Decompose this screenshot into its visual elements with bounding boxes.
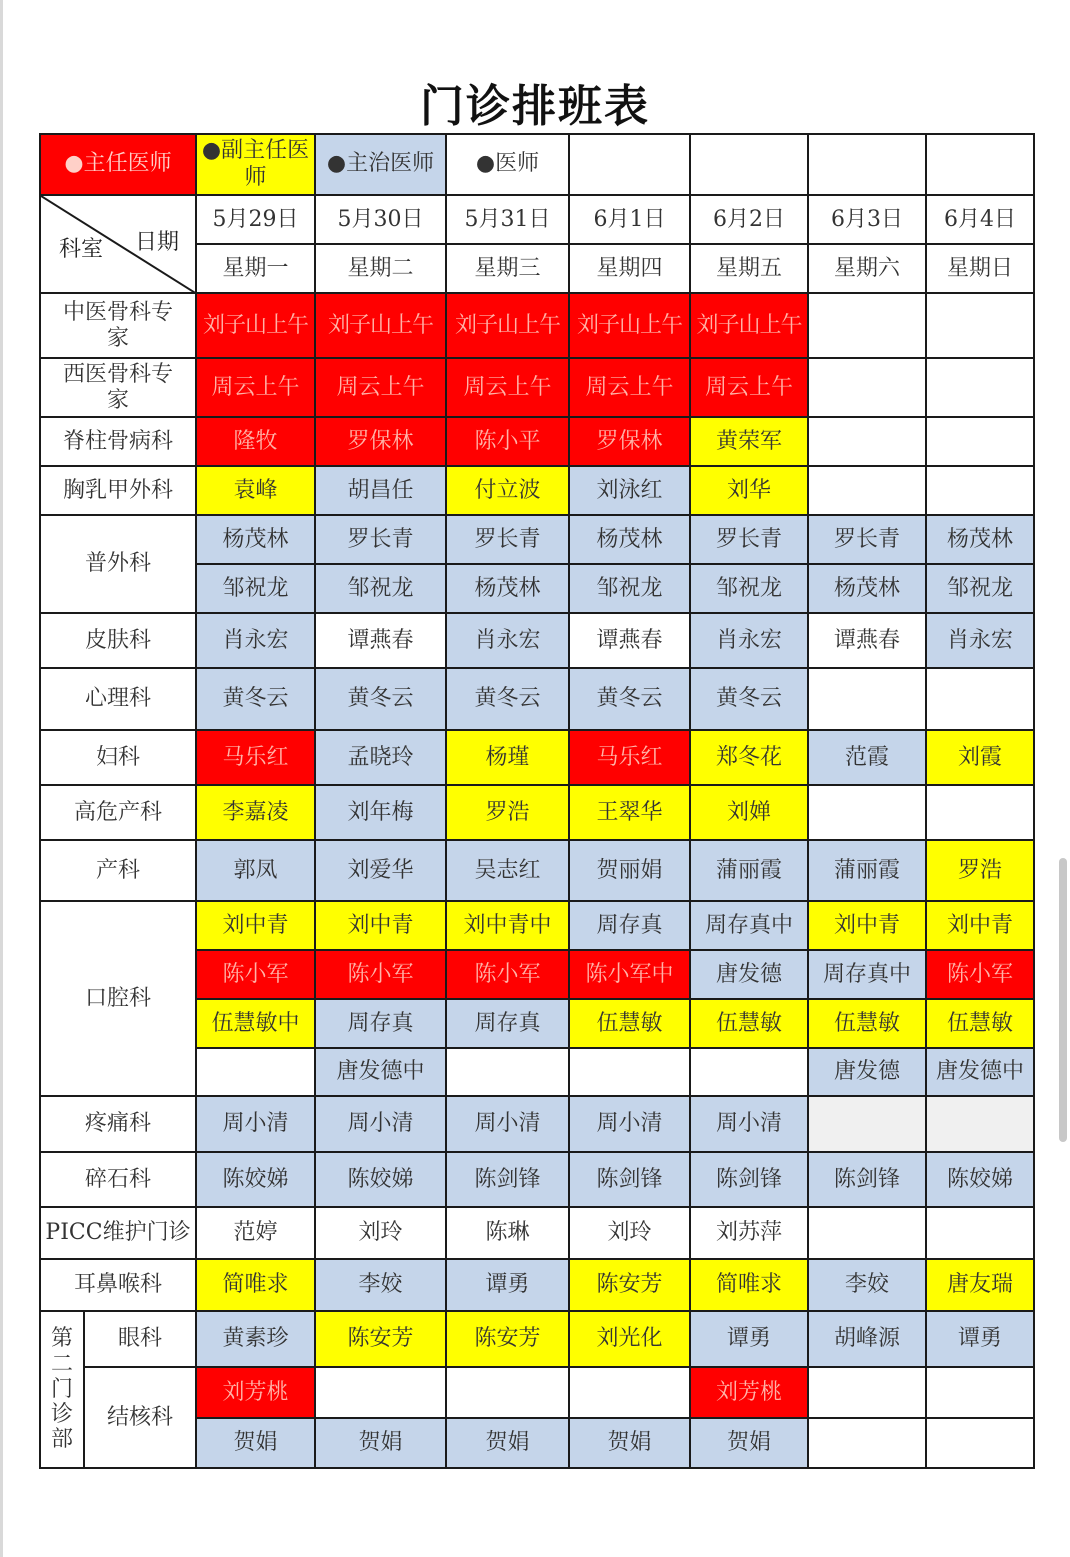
schedule-row	[40, 1311, 1034, 1367]
empty-cell	[446, 1048, 569, 1096]
schedule-row	[40, 730, 1034, 785]
empty-cell	[315, 1367, 446, 1418]
legend-row	[40, 134, 1034, 195]
dept-cell: PICC维护门诊	[40, 1207, 196, 1259]
page-edge	[0, 0, 3, 1557]
weekday-cell: 星期一	[196, 244, 315, 293]
doctor-cell: 吴志红	[446, 840, 569, 901]
schedule-row	[40, 785, 1034, 840]
empty-cell	[926, 1096, 1034, 1152]
empty-cell	[926, 1207, 1034, 1259]
doctor-cell: 胡昌任	[315, 466, 446, 515]
doctor-cell: 刘子山上午	[196, 293, 315, 358]
doctor-cell: 周存真	[446, 999, 569, 1048]
dept-cell: 疼痛科	[40, 1096, 196, 1152]
doctor-cell: 刘婵	[690, 785, 808, 840]
doctor-cell: 谭燕春	[808, 613, 926, 668]
doctor-cell: 周云上午	[446, 358, 569, 417]
dept-cell: 耳鼻喉科	[40, 1259, 196, 1311]
weekday-cell: 星期二	[315, 244, 446, 293]
doctor-cell: 蒲丽霞	[808, 840, 926, 901]
doctor-cell: 刘子山上午	[446, 293, 569, 358]
doctor-cell: 罗长青	[315, 515, 446, 564]
empty-cell	[690, 1048, 808, 1096]
doctor-cell: 陈小军	[196, 950, 315, 999]
dept-cell: 皮肤科	[40, 613, 196, 668]
weekday-cell: 星期五	[690, 244, 808, 293]
dept-cell: 胸乳甲外科	[40, 466, 196, 515]
empty-cell	[808, 1096, 926, 1152]
doctor-cell: 邹祝龙	[926, 564, 1034, 613]
legend-empty-cell	[690, 134, 808, 195]
doctor-cell: 陈剑锋	[690, 1152, 808, 1207]
doctor-cell: 马乐红	[569, 730, 690, 785]
doctor-cell: 唐友瑞	[926, 1259, 1034, 1311]
doctor-cell: 肖永宏	[196, 613, 315, 668]
doctor-cell: 唐发德	[690, 950, 808, 999]
doctor-cell: 郭凤	[196, 840, 315, 901]
weekday-cell: 星期六	[808, 244, 926, 293]
schedule-row	[40, 1259, 1034, 1311]
doctor-cell: 刘中青中	[446, 901, 569, 950]
doctor-cell: 刘爱华	[315, 840, 446, 901]
schedule-row	[40, 668, 1034, 730]
doctor-cell: 刘芳桃	[196, 1367, 315, 1418]
doctor-cell: 黄冬云	[569, 668, 690, 730]
doctor-cell: 刘子山上午	[690, 293, 808, 358]
doctor-cell: 周小清	[446, 1096, 569, 1152]
doctor-cell: 郑冬花	[690, 730, 808, 785]
doctor-cell: 陈姣娣	[315, 1152, 446, 1207]
empty-cell	[196, 1048, 315, 1096]
empty-cell	[808, 358, 926, 417]
doctor-cell: 杨茂林	[446, 564, 569, 613]
doctor-cell: 李姣	[315, 1259, 446, 1311]
doctor-cell: 刘子山上午	[315, 293, 446, 358]
legend-physician: ●医师	[446, 134, 569, 195]
doctor-cell: 周小清	[196, 1096, 315, 1152]
doctor-cell: 谭勇	[926, 1311, 1034, 1367]
doctor-cell: 隆牧	[196, 417, 315, 466]
header-corner-cell	[40, 195, 196, 293]
doctor-cell: 贺娟	[569, 1418, 690, 1468]
doctor-cell: 黄冬云	[315, 668, 446, 730]
doctor-cell: 周小清	[690, 1096, 808, 1152]
doctor-cell: 邹祝龙	[569, 564, 690, 613]
schedule-row	[40, 293, 1034, 358]
doctor-cell: 陈安芳	[315, 1311, 446, 1367]
schedule-row	[40, 1207, 1034, 1259]
doctor-cell: 肖永宏	[926, 613, 1034, 668]
doctor-cell: 刘苏萍	[690, 1207, 808, 1259]
doctor-cell: 邹祝龙	[196, 564, 315, 613]
schedule-table	[39, 133, 1035, 1469]
empty-cell	[808, 417, 926, 466]
empty-cell	[926, 1367, 1034, 1418]
doctor-cell: 罗浩	[926, 840, 1034, 901]
doctor-cell: 刘中青	[926, 901, 1034, 950]
doctor-cell: 周存真中	[690, 901, 808, 950]
doctor-cell: 陈琳	[446, 1207, 569, 1259]
doctor-cell: 陈小军	[446, 950, 569, 999]
empty-cell	[926, 1418, 1034, 1468]
empty-cell	[808, 1207, 926, 1259]
doctor-cell: 杨茂林	[808, 564, 926, 613]
doctor-cell: 胡峰源	[808, 1311, 926, 1367]
doctor-cell: 肖永宏	[446, 613, 569, 668]
empty-cell	[808, 1367, 926, 1418]
weekday-cell: 星期三	[446, 244, 569, 293]
doctor-cell: 刘子山上午	[569, 293, 690, 358]
doctor-cell: 周云上午	[569, 358, 690, 417]
doctor-cell: 李嘉凌	[196, 785, 315, 840]
doctor-cell: 陈姣娣	[196, 1152, 315, 1207]
doctor-cell: 杨茂林	[196, 515, 315, 564]
doctor-cell: 谭燕春	[569, 613, 690, 668]
empty-cell	[926, 417, 1034, 466]
schedule-row	[40, 1152, 1034, 1207]
legend-empty-cell	[926, 134, 1034, 195]
doctor-cell: 付立波	[446, 466, 569, 515]
doctor-cell: 罗长青	[446, 515, 569, 564]
doctor-cell: 陈安芳	[569, 1259, 690, 1311]
dept-cell: 结核科	[84, 1367, 196, 1468]
doctor-cell: 谭燕春	[315, 613, 446, 668]
empty-cell	[926, 293, 1034, 358]
doctor-cell: 杨茂林	[926, 515, 1034, 564]
doctor-cell: 蒲丽霞	[690, 840, 808, 901]
schedule-row	[40, 515, 1034, 564]
doctor-cell: 刘中青	[196, 901, 315, 950]
doctor-cell: 邹祝龙	[315, 564, 446, 613]
doctor-cell: 邹祝龙	[690, 564, 808, 613]
doctor-cell: 周小清	[569, 1096, 690, 1152]
date-cell: 6月3日	[808, 195, 926, 244]
date-cell: 6月1日	[569, 195, 690, 244]
doctor-cell: 贺丽娟	[569, 840, 690, 901]
doctor-cell: 杨茂林	[569, 515, 690, 564]
doctor-cell: 杨瑾	[446, 730, 569, 785]
doctor-cell: 刘玲	[315, 1207, 446, 1259]
doctor-cell: 刘芳桃	[690, 1367, 808, 1418]
doctor-cell: 谭勇	[690, 1311, 808, 1367]
doctor-cell: 伍慧敏	[569, 999, 690, 1048]
doctor-cell: 周云上午	[690, 358, 808, 417]
date-cell: 5月31日	[446, 195, 569, 244]
doctor-cell: 刘霞	[926, 730, 1034, 785]
doctor-cell: 罗保林	[569, 417, 690, 466]
date-cell: 6月2日	[690, 195, 808, 244]
dept-cell: 产科	[40, 840, 196, 901]
doctor-cell: 黄冬云	[690, 668, 808, 730]
empty-cell	[808, 668, 926, 730]
doctor-cell: 黄冬云	[196, 668, 315, 730]
doctor-cell: 贺娟	[196, 1418, 315, 1468]
dept-cell: 妇科	[40, 730, 196, 785]
legend-associate-chief-physician: ●副主任医师	[196, 134, 315, 195]
doctor-cell: 周存真中	[808, 950, 926, 999]
scrollbar[interactable]	[1059, 858, 1067, 1142]
dept-cell: 脊柱骨病科	[40, 417, 196, 466]
page-title: 门诊排班表	[420, 81, 650, 132]
doctor-cell: 陈剑锋	[569, 1152, 690, 1207]
doctor-cell: 孟晓玲	[315, 730, 446, 785]
schedule-row	[40, 901, 1034, 950]
empty-cell	[926, 466, 1034, 515]
weekday-cell: 星期日	[926, 244, 1034, 293]
schedule-row	[40, 613, 1034, 668]
doctor-cell: 罗长青	[808, 515, 926, 564]
empty-cell	[926, 358, 1034, 417]
doctor-cell: 周云上午	[315, 358, 446, 417]
group-label: 第二门诊部	[51, 1326, 74, 1453]
doctor-cell: 刘年梅	[315, 785, 446, 840]
schedule-row	[40, 1367, 1034, 1418]
schedule-row	[40, 840, 1034, 901]
doctor-cell: 袁峰	[196, 466, 315, 515]
doctor-cell: 伍慧敏中	[196, 999, 315, 1048]
doctor-cell: 陈安芳	[446, 1311, 569, 1367]
dept-cell: 眼科	[84, 1311, 196, 1367]
dept-cell: 口腔科	[40, 901, 196, 1096]
empty-cell	[926, 785, 1034, 840]
doctor-cell: 陈小军	[926, 950, 1034, 999]
doctor-cell: 陈小军	[315, 950, 446, 999]
doctor-cell: 刘光化	[569, 1311, 690, 1367]
doctor-cell: 周小清	[315, 1096, 446, 1152]
dept-cell: 碎石科	[40, 1152, 196, 1207]
schedule-row	[40, 1096, 1034, 1152]
doctor-cell: 王翠华	[569, 785, 690, 840]
doctor-cell: 陈剑锋	[446, 1152, 569, 1207]
doctor-cell: 贺娟	[446, 1418, 569, 1468]
doctor-cell: 范婷	[196, 1207, 315, 1259]
empty-cell	[808, 1418, 926, 1468]
doctor-cell: 陈剑锋	[808, 1152, 926, 1207]
dept-header-label: 科室	[59, 236, 104, 262]
empty-cell	[808, 785, 926, 840]
doctor-cell: 简唯求	[690, 1259, 808, 1311]
doctor-cell: 黄素珍	[196, 1311, 315, 1367]
dept-cell: 中医骨科专家	[40, 293, 196, 358]
doctor-cell: 简唯求	[196, 1259, 315, 1311]
doctor-cell: 陈小平	[446, 417, 569, 466]
doctor-cell: 谭勇	[446, 1259, 569, 1311]
schedule-row	[40, 358, 1034, 417]
doctor-cell: 伍慧敏	[690, 999, 808, 1048]
doctor-cell: 范霞	[808, 730, 926, 785]
doctor-cell: 罗浩	[446, 785, 569, 840]
legend-chief-physician: ●主任医师	[40, 134, 196, 195]
date-row	[40, 195, 1034, 244]
doctor-cell: 周存真	[315, 999, 446, 1048]
empty-cell	[808, 466, 926, 515]
doctor-cell: 伍慧敏	[808, 999, 926, 1048]
empty-cell	[569, 1367, 690, 1418]
doctor-cell: 罗保林	[315, 417, 446, 466]
dept-cell: 心理科	[40, 668, 196, 730]
doctor-cell: 黄荣军	[690, 417, 808, 466]
doctor-cell: 刘华	[690, 466, 808, 515]
date-cell: 5月29日	[196, 195, 315, 244]
dept-cell: 普外科	[40, 515, 196, 613]
doctor-cell: 刘中青	[315, 901, 446, 950]
doctor-cell: 唐发德	[808, 1048, 926, 1096]
doctor-cell: 伍慧敏	[926, 999, 1034, 1048]
doctor-cell: 贺娟	[315, 1418, 446, 1468]
dept-cell: 高危产科	[40, 785, 196, 840]
doctor-cell: 陈小军中	[569, 950, 690, 999]
legend-empty-cell	[808, 134, 926, 195]
doctor-cell: 黄冬云	[446, 668, 569, 730]
date-cell: 5月30日	[315, 195, 446, 244]
group-cell	[40, 1311, 84, 1468]
schedule-row	[40, 466, 1034, 515]
date-header-label: 日期	[135, 230, 180, 255]
empty-cell	[808, 293, 926, 358]
empty-cell	[446, 1367, 569, 1418]
doctor-cell: 刘玲	[569, 1207, 690, 1259]
doctor-cell: 周存真	[569, 901, 690, 950]
weekday-cell: 星期四	[569, 244, 690, 293]
doctor-cell: 刘中青	[808, 901, 926, 950]
legend-empty-cell	[569, 134, 690, 195]
doctor-cell: 肖永宏	[690, 613, 808, 668]
empty-cell	[569, 1048, 690, 1096]
doctor-cell: 周云上午	[196, 358, 315, 417]
doctor-cell: 李姣	[808, 1259, 926, 1311]
schedule-row	[40, 417, 1034, 466]
doctor-cell: 罗长青	[690, 515, 808, 564]
doctor-cell: 刘泳红	[569, 466, 690, 515]
doctor-cell: 唐发德中	[315, 1048, 446, 1096]
doctor-cell: 马乐红	[196, 730, 315, 785]
date-cell: 6月4日	[926, 195, 1034, 244]
dept-cell: 西医骨科专家	[40, 358, 196, 417]
legend-attending-physician: ●主治医师	[315, 134, 446, 195]
doctor-cell: 唐发德中	[926, 1048, 1034, 1096]
empty-cell	[926, 668, 1034, 730]
doctor-cell: 贺娟	[690, 1418, 808, 1468]
doctor-cell: 陈姣娣	[926, 1152, 1034, 1207]
